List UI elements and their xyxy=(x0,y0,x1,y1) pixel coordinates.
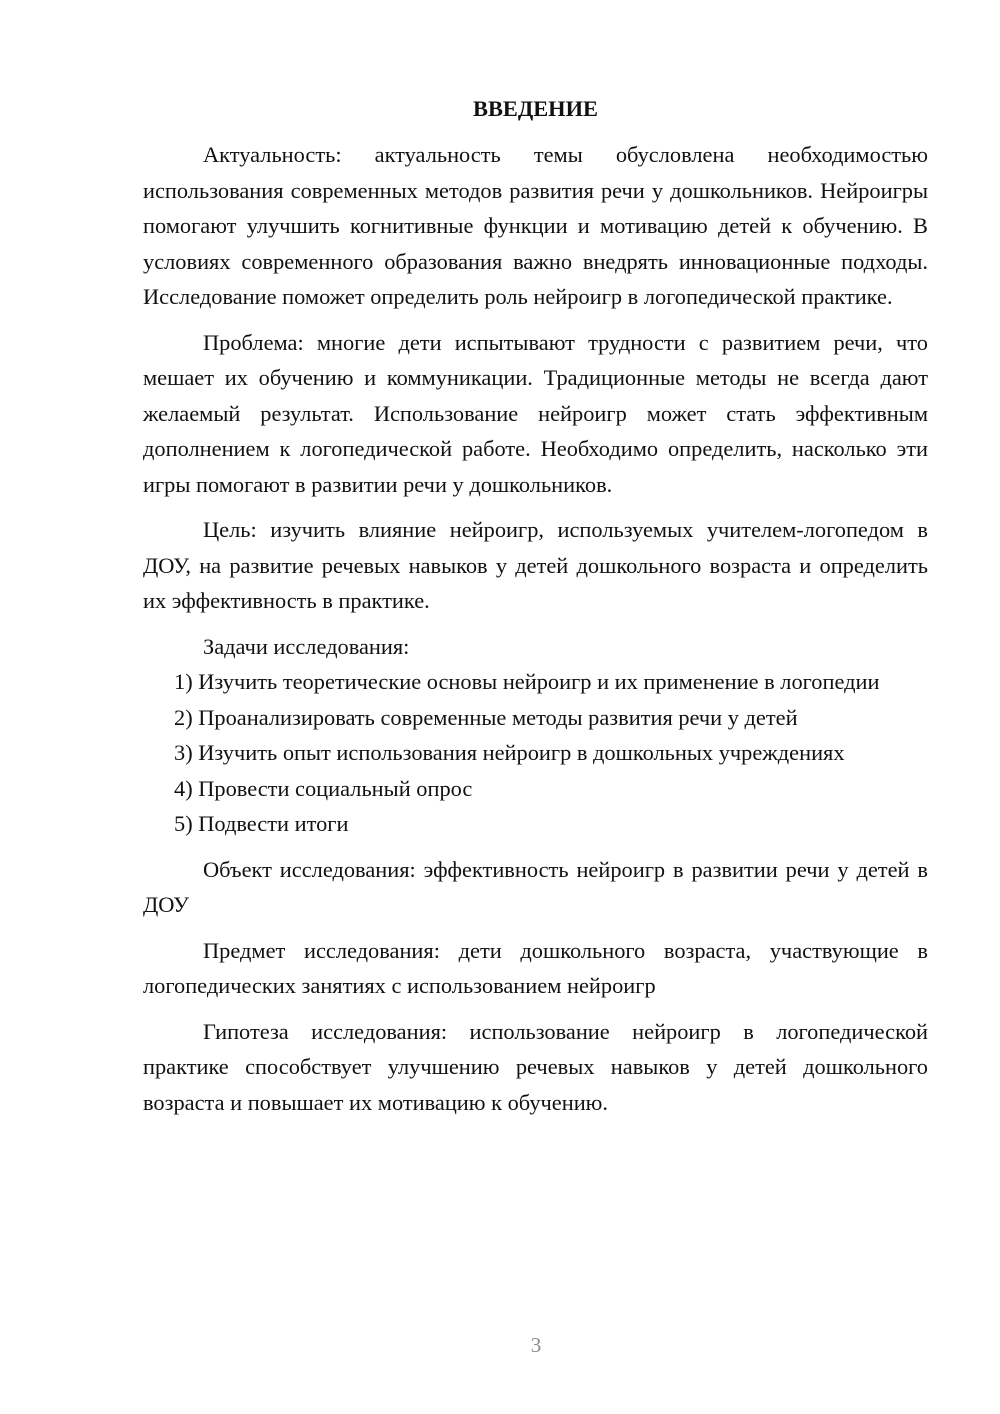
list-item: 3) Изучить опыт использования нейроигр в дошкольных учреждениях xyxy=(174,740,845,765)
subject-paragraph: Предмет исследования: дети дошкольного возраста, участвующие в логопедических занятиях с использованием нейроигр xyxy=(143,937,928,998)
list-item: 1) Изучить теоретические основы нейроигр и их применение в логопедии xyxy=(174,669,880,694)
hypothesis-paragraph: Гипотеза исследования: использование нейроигр в логопедической практике способствует улучшению речевых навыков у детей дошкольного возраста и повышает их мотивацию к обучению. xyxy=(143,1018,928,1115)
problem-paragraph: Проблема: многие дети испытывают трудности с развитием речи, что мешает их обучению и коммуникации. Традиционные методы не всегда дают желаемый результат. Использование нейроигр может стать эффективным дополнением к логопедической работе. Необходимо определить, насколько эти игры помогают в развитии речи у дошкольников. xyxy=(143,329,928,497)
page-content xyxy=(143,94,928,1120)
list-item: 4) Провести социальный опрос xyxy=(174,775,473,801)
list-item: 2) Проанализировать современные методы развития речи у детей xyxy=(174,704,798,730)
object-paragraph: Объект исследования: эффективность нейроигр в развитии речи у детей в ДОУ xyxy=(143,856,928,917)
tasks-title: Задачи исследования: xyxy=(203,633,410,659)
relevance-paragraph: Актуальность: актуальность темы обусловлена необходимостью использования современных методов развития речи у дошкольников. Нейроигры помогают улучшить когнитивные функции и мотивацию детей к обучению. В условиях современного образования важно внедрять инновационные подходы. Исследование поможет определить роль нейроигр в логопедической практике. xyxy=(143,142,928,309)
section-heading: ВВЕДЕНИЕ xyxy=(473,96,598,121)
list-item: 5) Подвести итоги xyxy=(174,811,349,836)
tasks-list xyxy=(143,664,928,842)
page-number: 3 xyxy=(530,1333,542,1357)
goal-paragraph: Цель: изучить влияние нейроигр, используемых учителем-логопедом в ДОУ, на развитие речевых навыков у детей дошкольного возраста и определить их эффективность в практике. xyxy=(143,517,928,613)
